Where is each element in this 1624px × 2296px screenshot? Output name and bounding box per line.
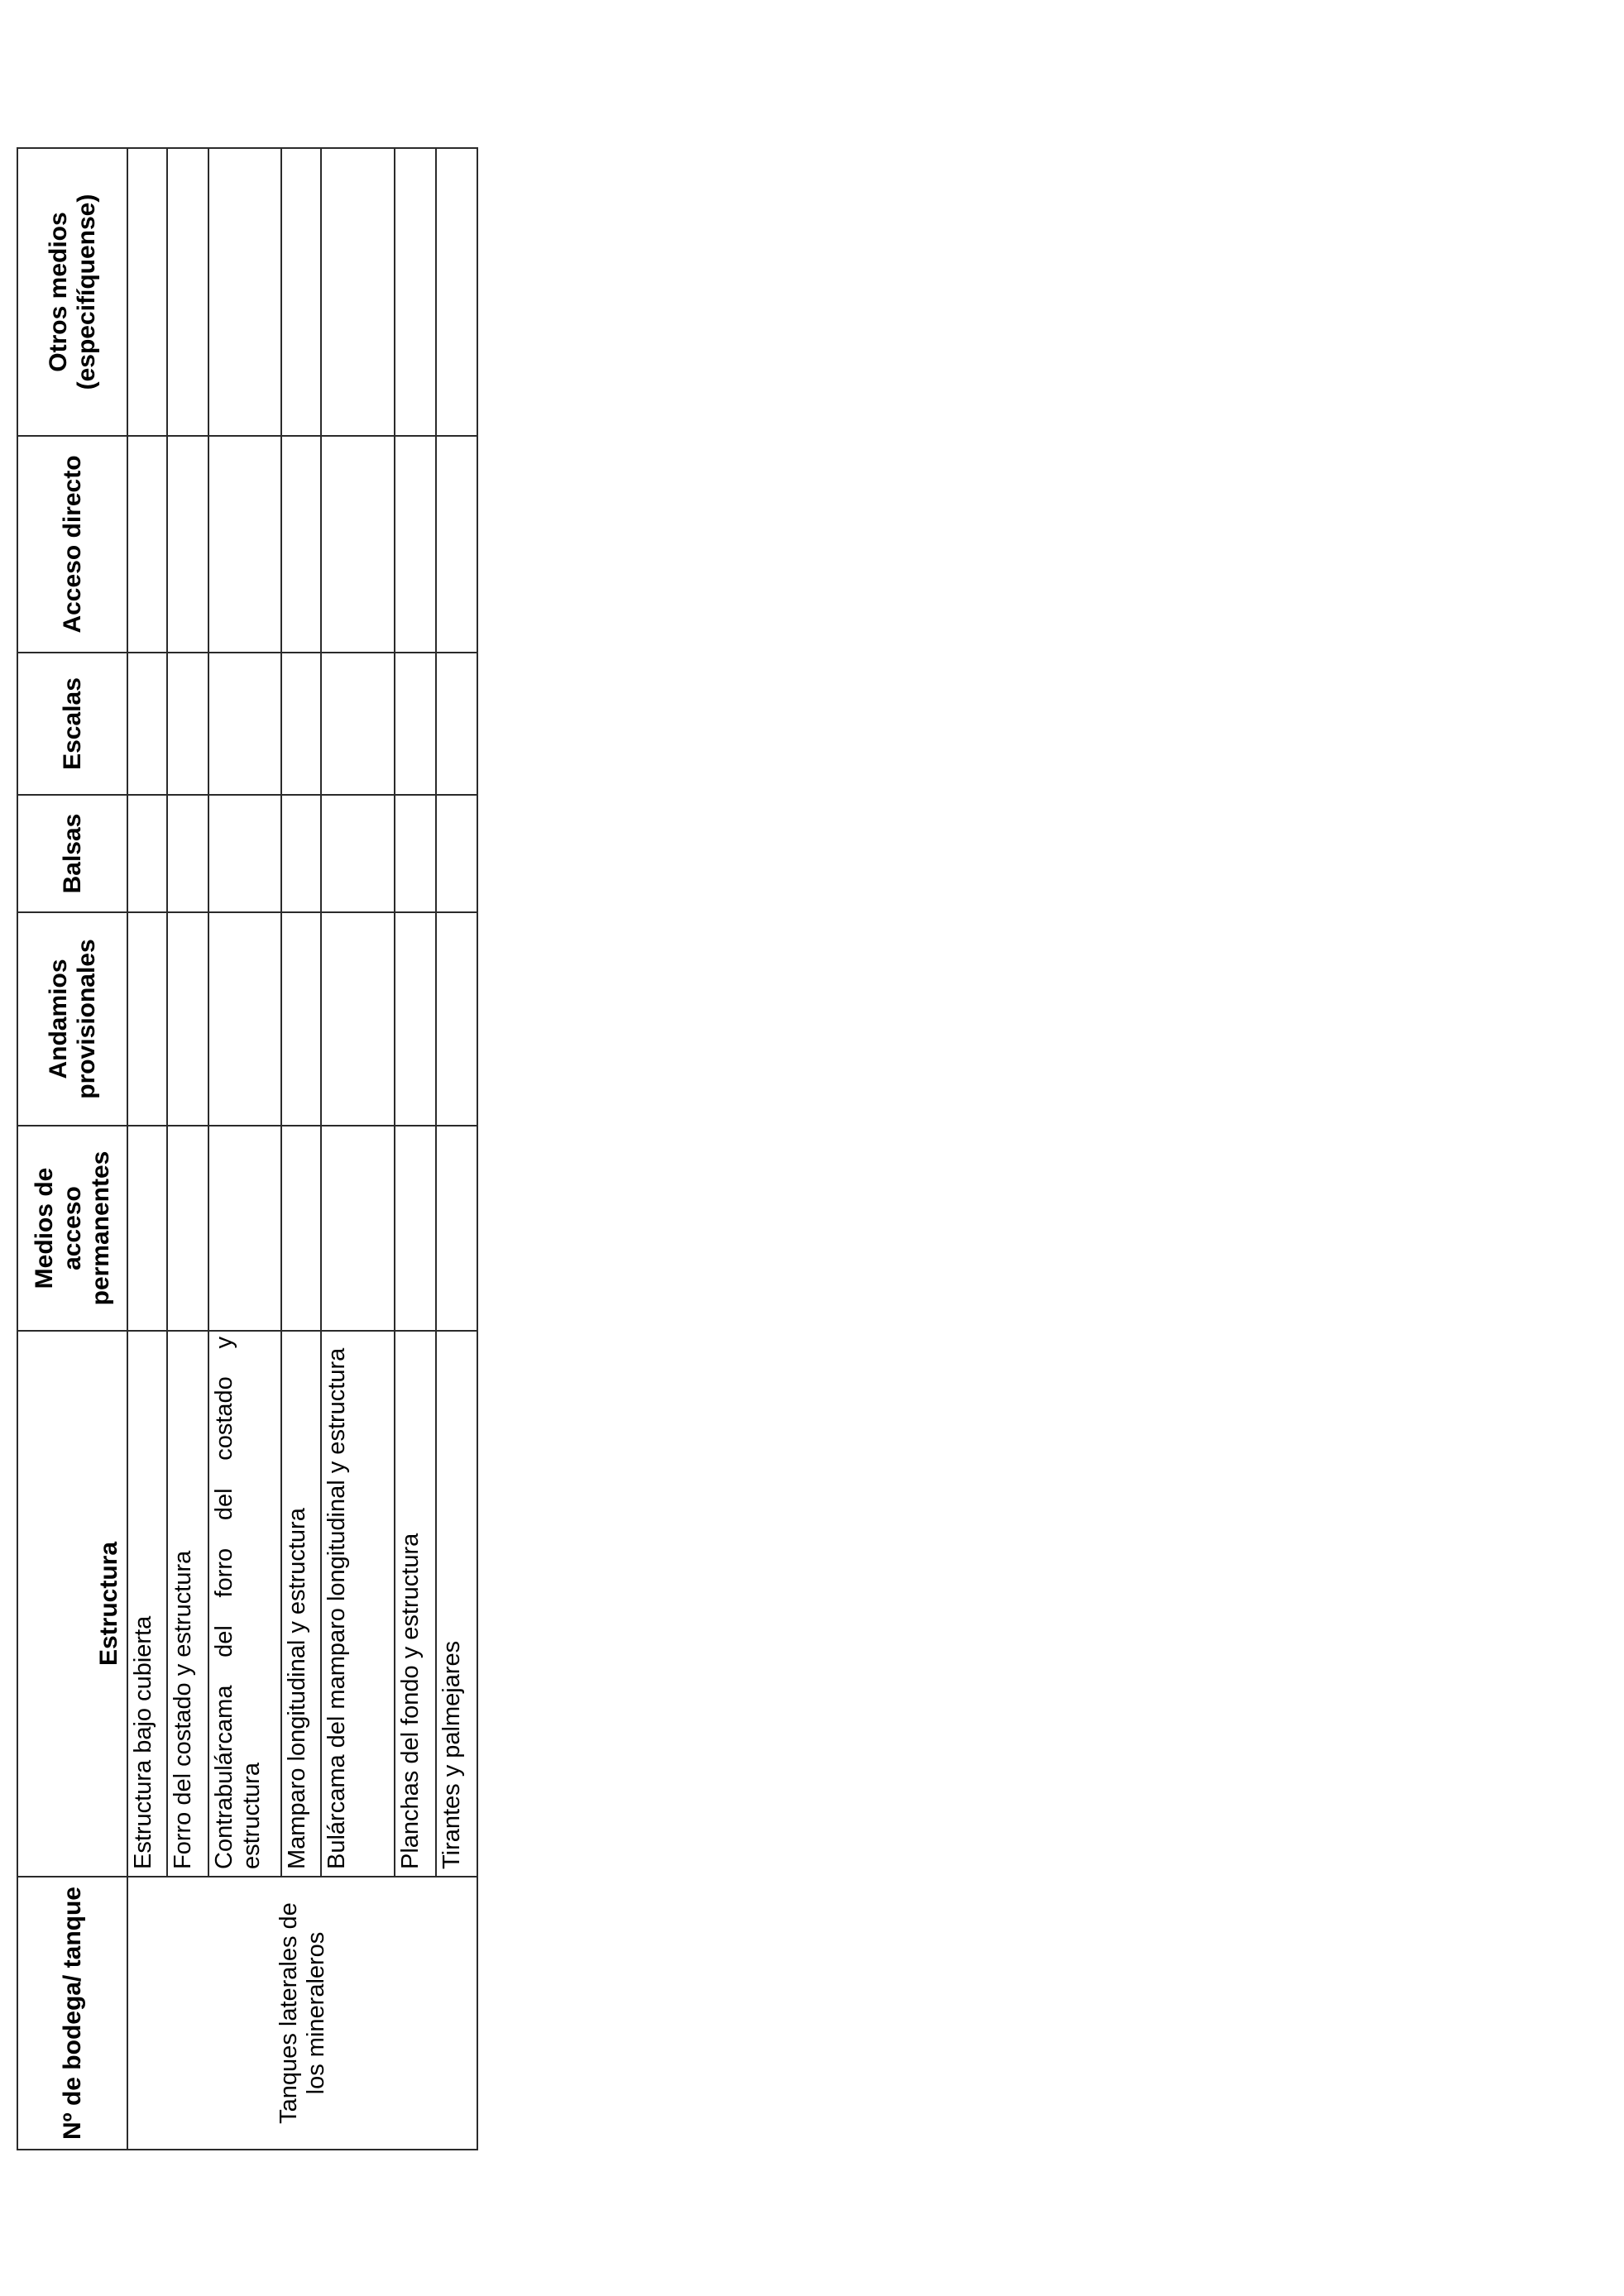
- header-temporary-scaffolding: Andamios provisionales: [17, 912, 127, 1126]
- table-cell: [127, 912, 167, 1126]
- header-other-means: Otros medios (especifíquense): [17, 148, 127, 436]
- table-cell: [436, 148, 477, 436]
- table-cell: [208, 436, 281, 653]
- table-row: [436, 148, 477, 2150]
- table-cell: [167, 436, 208, 653]
- table-cell: [321, 912, 395, 1126]
- header-hold-tank: Nº de bodega/ tanque: [17, 1877, 127, 2150]
- table-cell: [208, 1126, 281, 1331]
- table-cell: [395, 148, 436, 436]
- table-cell: [281, 912, 321, 1126]
- table-cell: [208, 795, 281, 912]
- table-cell: [167, 148, 208, 436]
- rotated-page-frame: [17, 149, 477, 2150]
- table-cell: [321, 795, 395, 912]
- table-cell: [167, 795, 208, 912]
- structure-cell: Tirantes y palmejares: [436, 1331, 477, 1877]
- table-cell: [395, 1126, 436, 1331]
- table-cell: [208, 912, 281, 1126]
- table-cell: [167, 653, 208, 795]
- header-permanent-access: Medios de acceso permanentes: [17, 1126, 127, 1331]
- table-cell: [127, 436, 167, 653]
- table-cell: [436, 1126, 477, 1331]
- table-cell: [395, 436, 436, 653]
- table-row: [208, 148, 281, 2150]
- structure-cell: Estructura bajo cubierta: [127, 1331, 167, 1877]
- table-row: [281, 148, 321, 2150]
- header-rafts: Balsas: [17, 795, 127, 912]
- structure-cell: Forro del costado y estructura: [167, 1331, 208, 1877]
- table-cell: [321, 653, 395, 795]
- table-row: [321, 148, 395, 2150]
- table-cell: [208, 148, 281, 436]
- table-cell: [281, 1126, 321, 1331]
- table-cell: [395, 653, 436, 795]
- table-row: [127, 148, 167, 2150]
- access-means-table: [17, 147, 478, 2150]
- table-cell: [127, 1126, 167, 1331]
- table-cell: [321, 148, 395, 436]
- table-cell: [127, 653, 167, 795]
- structure-cell: Mamparo longitudinal y estructura: [281, 1331, 321, 1877]
- structure-cell: Planchas del fondo y estructura: [395, 1331, 436, 1877]
- table-cell: [436, 436, 477, 653]
- table-cell: [208, 653, 281, 795]
- table-cell: [281, 148, 321, 436]
- table-cell: [127, 148, 167, 436]
- hold-tank-cell: Tanques laterales de los mineraleros: [127, 1877, 477, 2150]
- table-cell: [167, 912, 208, 1126]
- table-cell: [395, 795, 436, 912]
- table-cell: [281, 653, 321, 795]
- table-cell: [321, 1126, 395, 1331]
- header-structure: Estructura: [17, 1331, 127, 1877]
- table-cell: [127, 795, 167, 912]
- structure-cell: Contrabulárcama del forro del costado y estructura: [208, 1331, 281, 1877]
- table-cell: [436, 795, 477, 912]
- table-cell: [436, 912, 477, 1126]
- table-cell: [281, 795, 321, 912]
- structure-cell: Bulárcama del mamparo longitudinal y estructura: [321, 1331, 395, 1877]
- table-cell: [167, 1126, 208, 1331]
- table-cell: [321, 436, 395, 653]
- table-row: [395, 148, 436, 2150]
- table-cell: [395, 912, 436, 1126]
- table-cell: [436, 653, 477, 795]
- header-ladders: Escalas: [17, 653, 127, 795]
- table-row: [167, 148, 208, 2150]
- header-row: [17, 148, 127, 2150]
- rotated-content: [17, 149, 477, 2150]
- table-cell: [281, 436, 321, 653]
- header-direct-access: Acceso directo: [17, 436, 127, 653]
